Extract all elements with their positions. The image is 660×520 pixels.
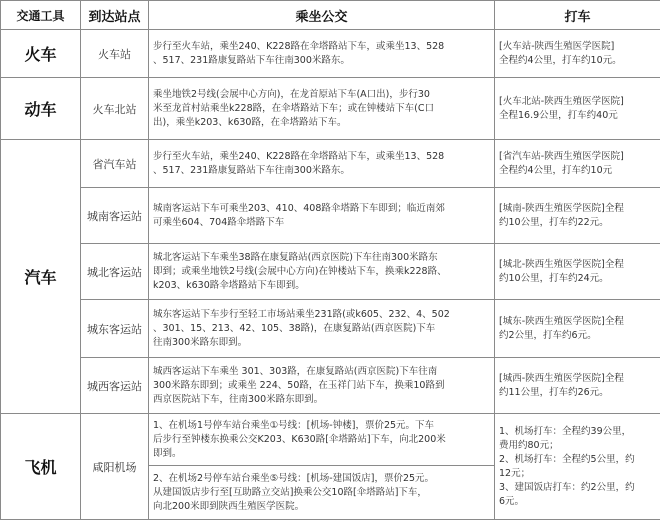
bus-line: 城东客运站下车步行至轻工市场站乘坐231路(或k605、232、4、502 bbox=[153, 308, 490, 322]
taxi-line: 全程约4公里，打车约10元 bbox=[499, 164, 656, 178]
taxi-cell bbox=[495, 78, 660, 140]
bus-line: 即到；或乘坐地铁2号线(会展中心方向)在钟楼站下车，换乘k228路、 bbox=[153, 265, 490, 279]
table-row bbox=[1, 300, 660, 358]
taxi-line: [省汽车站-陕西生殖医学医院] bbox=[499, 150, 656, 164]
bus-line: 即到。 bbox=[153, 447, 490, 461]
taxi-cell bbox=[495, 358, 660, 414]
taxi-line: 2、机场打车：全程约5公里，约 bbox=[499, 453, 656, 467]
table-row bbox=[1, 78, 660, 140]
mode-train: 火车 bbox=[1, 30, 81, 78]
header-station: 到达站点 bbox=[81, 1, 149, 30]
bus-line: 2、在机场2号停车站台乘坐⑤号线：[机场-建国饭店]，票价25元。 bbox=[153, 472, 490, 486]
bus-cell bbox=[149, 466, 495, 520]
station-cell: 火车站 bbox=[81, 30, 149, 78]
bus-line: 米至龙首村站乘坐k228路，在伞塔路站下车；或在钟楼站下车(C口 bbox=[153, 102, 490, 116]
header-bus: 乘坐公交 bbox=[149, 1, 495, 30]
taxi-line: 约10公里，打车约24元。 bbox=[499, 272, 656, 286]
taxi-cell bbox=[495, 188, 660, 244]
bus-line: k203、k630路伞塔路站下车即到。 bbox=[153, 279, 490, 293]
taxi-line: 6元。 bbox=[499, 495, 656, 509]
header-taxi: 打车 bbox=[495, 1, 660, 30]
station-cell: 城西客运站 bbox=[81, 358, 149, 414]
taxi-line: 约2公里，打车约6元。 bbox=[499, 329, 656, 343]
bus-cell bbox=[149, 244, 495, 300]
mode-car: 汽车 bbox=[1, 140, 81, 414]
bus-line: 城南客运站下车可乘坐203、410、408路伞塔路下车即到；临近南郊 bbox=[153, 202, 490, 216]
header-mode: 交通工具 bbox=[1, 1, 81, 30]
taxi-line: 约11公里，打车约26元。 bbox=[499, 386, 656, 400]
taxi-line: 1、机场打车：全程约39公里， bbox=[499, 425, 656, 439]
table-row bbox=[1, 188, 660, 244]
bus-line: 从建国饭店步行至[互助路立交站]换乘公交10路[伞塔路站]下车， bbox=[153, 486, 490, 500]
bus-line: 步行至火车站，乘坐240、K228路在伞塔路站下车，或乘坐13、528 bbox=[153, 150, 490, 164]
bus-line: 、517、231路康复路站下车往南300米路东。 bbox=[153, 54, 490, 68]
taxi-line: [城东-陕西生殖医学医院]全程 bbox=[499, 315, 656, 329]
table-row bbox=[1, 414, 660, 466]
taxi-line: 约10公里，打车约22元。 bbox=[499, 216, 656, 230]
taxi-line: 12元； bbox=[499, 467, 656, 481]
taxi-line: 全程16.9公里，打车约40元 bbox=[499, 109, 656, 123]
taxi-line: 全程约4公里，打车约10元。 bbox=[499, 54, 656, 68]
bus-cell bbox=[149, 30, 495, 78]
bus-line: 出)，乘坐k203、k630路，在伞塔路站下车。 bbox=[153, 116, 490, 130]
bus-line: 往南300米路东即到。 bbox=[153, 336, 490, 350]
bus-line: 、301、15、213、42、105、38路)，在康复路站(西京医院)下车 bbox=[153, 322, 490, 336]
table-row bbox=[1, 140, 660, 188]
station-cell: 火车北站 bbox=[81, 78, 149, 140]
bus-cell bbox=[149, 414, 495, 466]
taxi-line: [城西-陕西生殖医学医院]全程 bbox=[499, 372, 656, 386]
bus-cell bbox=[149, 300, 495, 358]
station-cell: 省汽车站 bbox=[81, 140, 149, 188]
station-cell: 城北客运站 bbox=[81, 244, 149, 300]
bus-line: 城西客运站下车乘坐 301、303路，在康复路站(西京医院)下车往南 bbox=[153, 365, 490, 379]
bus-line: 可乘坐604、704路伞塔路下车 bbox=[153, 216, 490, 230]
bus-cell bbox=[149, 140, 495, 188]
taxi-cell bbox=[495, 140, 660, 188]
bus-line: 城北客运站下车乘坐38路在康复路站(西京医院)下车往南300米路东 bbox=[153, 251, 490, 265]
taxi-cell bbox=[495, 244, 660, 300]
taxi-line: [城南-陕西生殖医学医院]全程 bbox=[499, 202, 656, 216]
bus-line: 乘坐地铁2号线(会展中心方向)，在龙首原站下车(A口出)，步行30 bbox=[153, 88, 490, 102]
bus-cell bbox=[149, 358, 495, 414]
taxi-cell bbox=[495, 414, 660, 520]
taxi-line: [火车北站-陕西生殖医学医院] bbox=[499, 95, 656, 109]
bus-cell bbox=[149, 78, 495, 140]
taxi-line: [火车站-陕西生殖医学医院] bbox=[499, 40, 656, 54]
mode-highspeed: 动车 bbox=[1, 78, 81, 140]
taxi-line: [城北-陕西生殖医学医院]全程 bbox=[499, 258, 656, 272]
header-row bbox=[1, 1, 660, 30]
station-cell: 城东客运站 bbox=[81, 300, 149, 358]
table-row bbox=[1, 30, 660, 78]
table-row bbox=[1, 358, 660, 414]
station-cell: 咸阳机场 bbox=[81, 414, 149, 520]
table-row bbox=[1, 244, 660, 300]
taxi-line: 费用约80元； bbox=[499, 439, 656, 453]
bus-line: 300米路东即到；或乘坐 224、50路，在玉祥门站下车，换乘10路到 bbox=[153, 379, 490, 393]
bus-line: 后步行至钟楼东换乘公交K203、K630路[伞塔路站]下车，向北200米 bbox=[153, 433, 490, 447]
taxi-cell bbox=[495, 300, 660, 358]
station-cell: 城南客运站 bbox=[81, 188, 149, 244]
bus-line: 、517、231路康复路站下车往南300米路东。 bbox=[153, 164, 490, 178]
bus-line: 步行至火车站，乘坐240、K228路在伞塔路站下车，或乘坐13、528 bbox=[153, 40, 490, 54]
bus-line: 西京医院站下车，往南300米路东即到。 bbox=[153, 393, 490, 407]
mode-plane: 飞机 bbox=[1, 414, 81, 520]
taxi-cell bbox=[495, 30, 660, 78]
bus-line: 1、在机场1号停车站台乘坐①号线：[机场-钟楼]，票价25元。下车 bbox=[153, 419, 490, 433]
taxi-line: 3、建国饭店打车：约2公里，约 bbox=[499, 481, 656, 495]
bus-cell bbox=[149, 188, 495, 244]
bus-line: 向北200米即到陕西生殖医学医院。 bbox=[153, 500, 490, 514]
